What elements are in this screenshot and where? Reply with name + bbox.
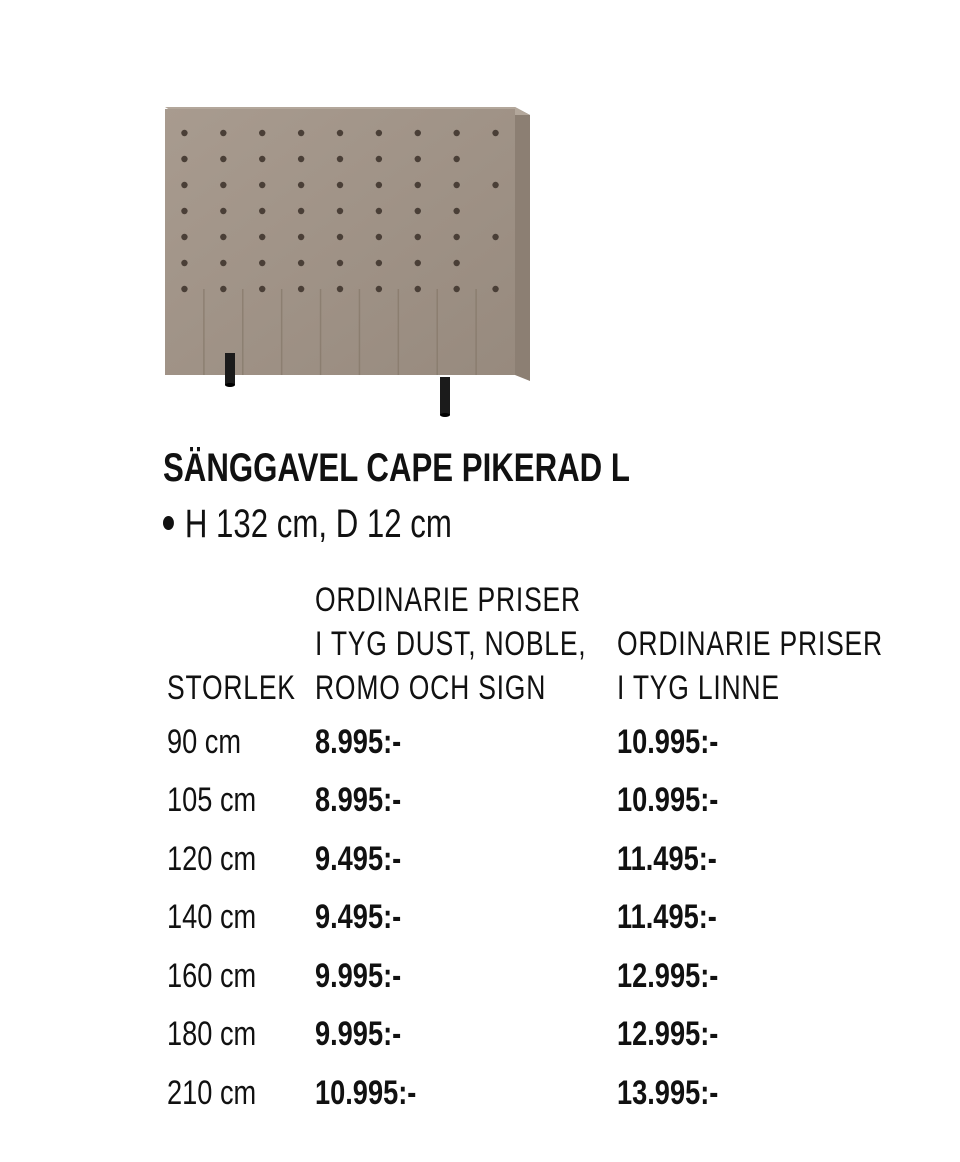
tuft-button bbox=[259, 260, 265, 266]
tuft-button bbox=[298, 286, 304, 292]
tuft-button bbox=[492, 286, 498, 292]
headboard-leg-right bbox=[440, 377, 450, 415]
row-size: 160 cm bbox=[167, 957, 257, 995]
tuft-button bbox=[453, 156, 459, 162]
row-price-dust: 10.995:- bbox=[315, 1074, 417, 1112]
tuft-button bbox=[415, 260, 421, 266]
tuft-button bbox=[337, 260, 343, 266]
tuft-button bbox=[220, 260, 226, 266]
bullet-icon bbox=[163, 516, 174, 530]
tuft-button bbox=[415, 208, 421, 214]
row-price-dust: 9.495:- bbox=[315, 840, 402, 878]
row-size: 180 cm bbox=[167, 1015, 257, 1053]
row-size: 140 cm bbox=[167, 898, 257, 936]
tuft-button bbox=[492, 182, 498, 188]
product-spec-text: H 132 cm, D 12 cm bbox=[184, 502, 452, 546]
tuft-button bbox=[298, 260, 304, 266]
tuft-button bbox=[220, 286, 226, 292]
tuft-button bbox=[181, 286, 187, 292]
tuft-button bbox=[415, 130, 421, 136]
tuft-button bbox=[298, 130, 304, 136]
tuft-button bbox=[220, 208, 226, 214]
header-size-line: STORLEK bbox=[167, 669, 296, 707]
tuft-button bbox=[220, 182, 226, 188]
tuft-button bbox=[376, 182, 382, 188]
tuft-button bbox=[337, 130, 343, 136]
tuft-button bbox=[415, 156, 421, 162]
tuft-button bbox=[376, 260, 382, 266]
row-price-linne: 11.495:- bbox=[617, 898, 717, 936]
tuft-button bbox=[181, 234, 187, 240]
tuft-button bbox=[181, 260, 187, 266]
row-price-dust: 8.995:- bbox=[315, 781, 402, 819]
tuft-button bbox=[337, 182, 343, 188]
row-price-dust: 8.995:- bbox=[315, 723, 402, 761]
tuft-button bbox=[220, 234, 226, 240]
tuft-button bbox=[453, 286, 459, 292]
product-title: SÄNGGAVEL CAPE PIKERAD L bbox=[163, 446, 630, 490]
row-price-linne: 10.995:- bbox=[617, 723, 719, 761]
tuft-button bbox=[415, 182, 421, 188]
tuft-button bbox=[298, 156, 304, 162]
tuft-button bbox=[298, 182, 304, 188]
row-size: 105 cm bbox=[167, 781, 257, 819]
tuft-button bbox=[453, 208, 459, 214]
row-size: 120 cm bbox=[167, 840, 257, 878]
tuft-button bbox=[181, 130, 187, 136]
tuft-button bbox=[259, 208, 265, 214]
tuft-button bbox=[220, 156, 226, 162]
product-spec bbox=[163, 500, 452, 548]
tuft-button bbox=[337, 286, 343, 292]
tuft-button bbox=[492, 130, 498, 136]
tuft-button bbox=[376, 286, 382, 292]
tuft-button bbox=[337, 156, 343, 162]
row-price-dust: 9.995:- bbox=[315, 957, 402, 995]
tuft-button bbox=[453, 130, 459, 136]
tuft-button bbox=[337, 208, 343, 214]
tuft-button bbox=[181, 182, 187, 188]
row-price-dust: 9.995:- bbox=[315, 1015, 402, 1053]
headboard-leg-left bbox=[225, 353, 235, 385]
tuft-button bbox=[259, 130, 265, 136]
tuft-button bbox=[259, 286, 265, 292]
header-price-linne-line: I TYG LINNE bbox=[617, 669, 780, 707]
row-price-linne: 11.495:- bbox=[617, 840, 717, 878]
tuft-button bbox=[181, 156, 187, 162]
tuft-button bbox=[298, 234, 304, 240]
tuft-button bbox=[415, 234, 421, 240]
header-price-dust-line: I TYG DUST, NOBLE, bbox=[315, 625, 587, 663]
header-price-linne bbox=[617, 622, 883, 710]
tuft-button bbox=[415, 286, 421, 292]
tuft-button bbox=[376, 208, 382, 214]
tuft-button bbox=[492, 234, 498, 240]
tuft-button bbox=[259, 182, 265, 188]
row-price-linne: 13.995:- bbox=[617, 1074, 719, 1112]
header-price-linne-line: ORDINARIE PRISER bbox=[617, 625, 883, 663]
row-price-linne: 10.995:- bbox=[617, 781, 719, 819]
tuft-button bbox=[453, 182, 459, 188]
tuft-button bbox=[453, 260, 459, 266]
header-price-dust bbox=[315, 578, 586, 710]
tuft-button bbox=[376, 130, 382, 136]
tuft-button bbox=[298, 208, 304, 214]
tuft-button bbox=[259, 234, 265, 240]
row-price-linne: 12.995:- bbox=[617, 957, 719, 995]
header-price-dust-line: ORDINARIE PRISER bbox=[315, 581, 581, 619]
tuft-button bbox=[376, 156, 382, 162]
row-size: 90 cm bbox=[167, 723, 242, 761]
header-price-dust-line: ROMO OCH SIGN bbox=[315, 669, 547, 707]
tuft-button bbox=[453, 234, 459, 240]
row-price-dust: 9.495:- bbox=[315, 898, 402, 936]
row-price-linne: 12.995:- bbox=[617, 1015, 719, 1053]
row-size: 210 cm bbox=[167, 1074, 257, 1112]
tuft-button bbox=[376, 234, 382, 240]
tuft-button bbox=[337, 234, 343, 240]
tuft-button bbox=[220, 130, 226, 136]
header-size bbox=[167, 666, 296, 710]
tuft-button bbox=[259, 156, 265, 162]
tuft-button bbox=[181, 208, 187, 214]
headboard-image bbox=[150, 95, 540, 425]
